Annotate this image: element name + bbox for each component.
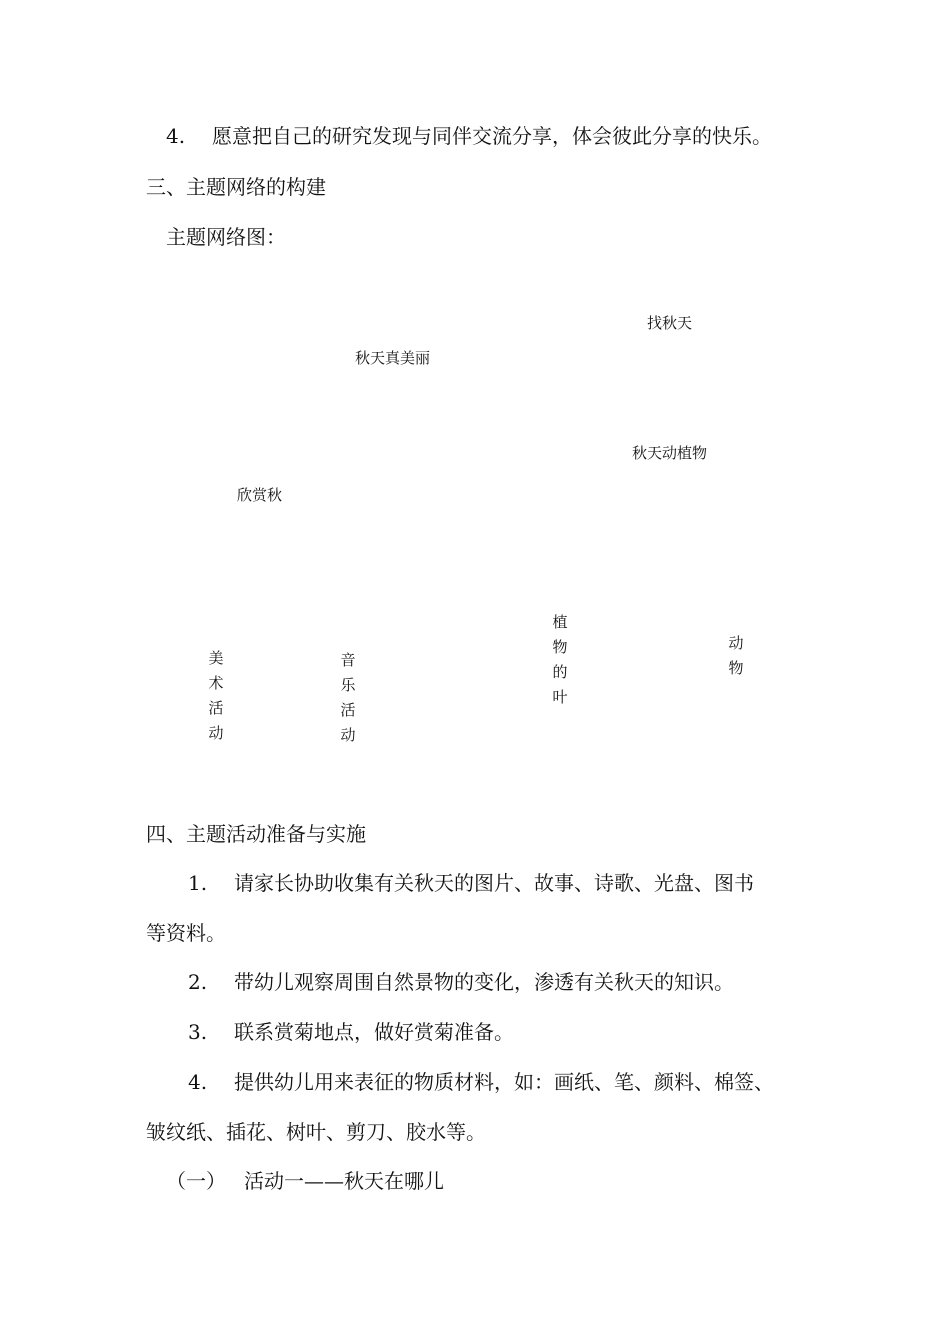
objective-item-4 [166,123,772,149]
prep-item-number: 3. [188,1020,208,1044]
prep-item-1-continued: 等资料。 [146,921,226,945]
prep-item-number: 4. [188,1070,208,1094]
section-3-heading: 三、主题网络的构建 [146,175,326,199]
node-animals: 动 物 [728,634,744,677]
objective-item-number: 4. [166,124,186,148]
prep-item-number: 2. [188,970,208,994]
prep-item-number: 1. [188,871,208,895]
activity-number: （一） [166,1169,226,1193]
prep-item-3 [188,1019,514,1045]
prep-item-text: 提供幼儿用来表征的物质材料，如：画纸、笔、颜料、棉签、 [234,1070,774,1094]
node-music-activity: 音 乐 活 动 [340,651,356,744]
activity-title: 活动一——秋天在哪儿 [244,1169,444,1193]
node-find-autumn: 找秋天 [647,314,693,332]
objective-item-text: 愿意把自己的研究发现与同伴交流分享，体会彼此分享的快乐。 [212,124,772,148]
node-autumn-animals-plants: 秋天动植物 [632,444,708,462]
prep-item-text: 联系赏菊地点，做好赏菊准备。 [234,1020,514,1044]
node-appreciate-autumn: 欣赏秋 [237,486,283,504]
activity-1-heading [166,1168,444,1194]
prep-item-2 [188,969,734,995]
prep-item-text: 带幼儿观察周围自然景物的变化，渗透有关秋天的知识。 [234,970,734,994]
node-autumn-beautiful: 秋天真美丽 [355,349,431,367]
section-4-heading: 四、主题活动准备与实施 [146,822,366,846]
node-art-activity: 美 术 活 动 [208,649,224,742]
node-plant-leaves: 植 物 的 叶 [552,613,568,706]
network-diagram-label: 主题网络图： [166,225,286,249]
prep-item-4-continued: 皱纹纸、插花、树叶、剪刀、胶水等。 [146,1120,486,1144]
prep-item-4 [188,1069,774,1095]
prep-item-text: 请家长协助收集有关秋天的图片、故事、诗歌、光盘、图书 [234,871,754,895]
prep-item-1 [188,870,754,896]
